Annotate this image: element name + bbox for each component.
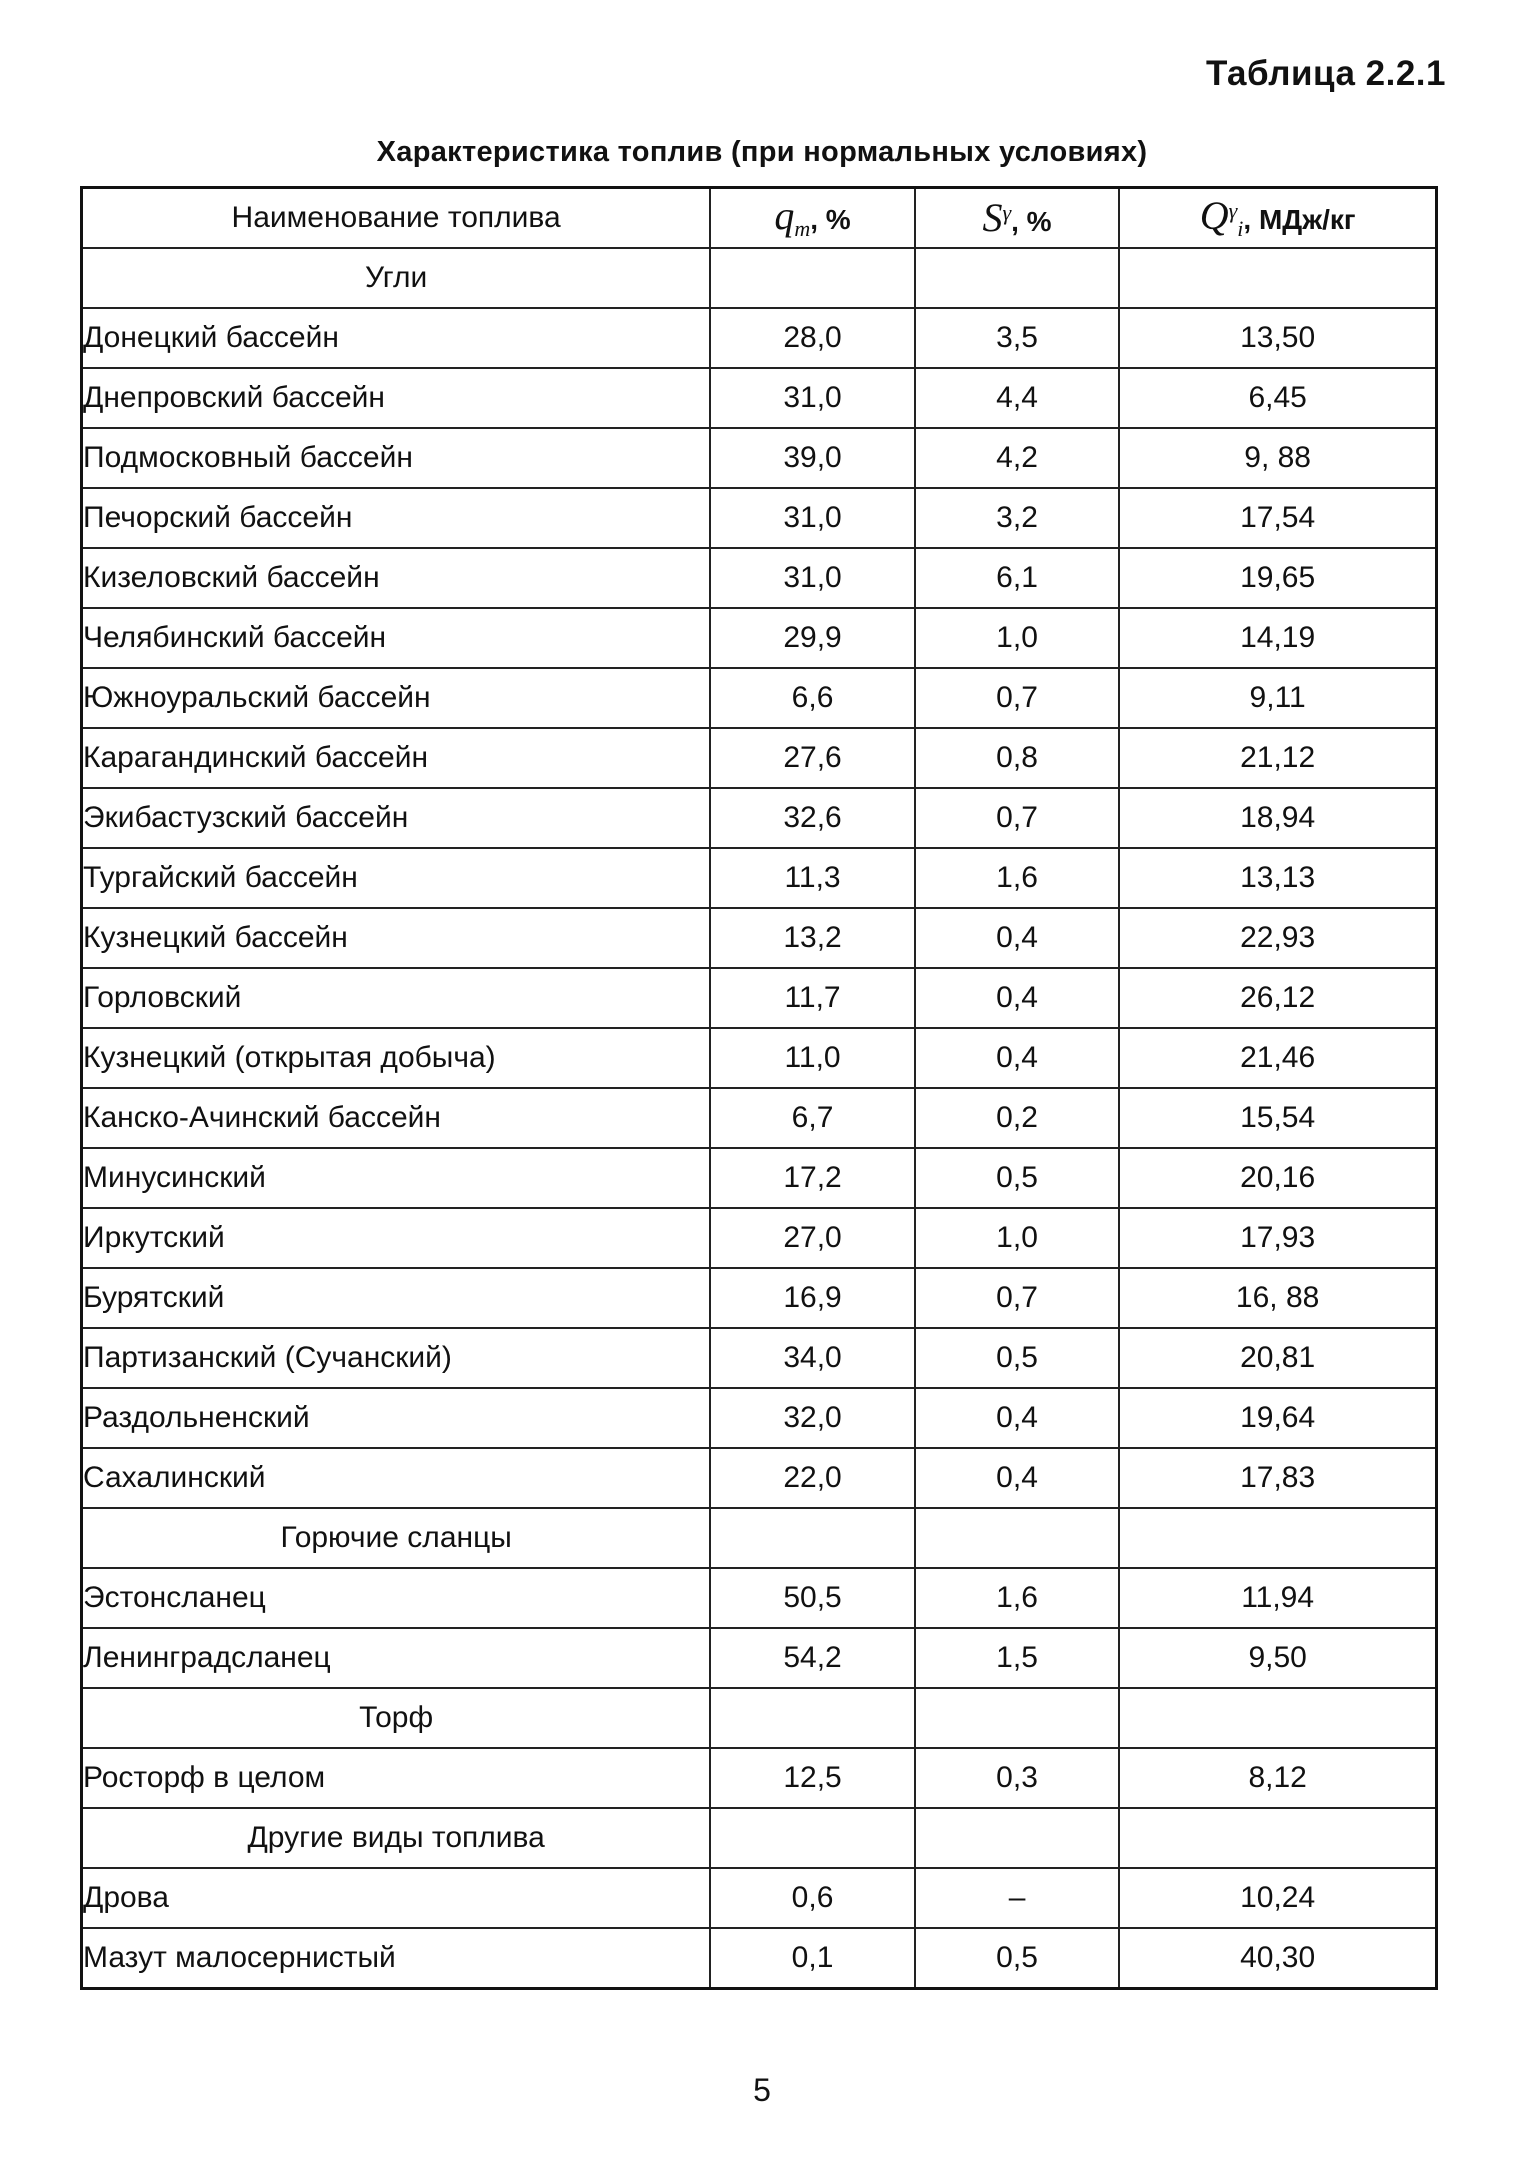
table-row: [82, 788, 1437, 848]
empty-cell: [1119, 1688, 1436, 1748]
table-number: Таблица 2.2.1: [1206, 54, 1446, 93]
section-row: [82, 1688, 1437, 1748]
ash-content-cell: 31,0: [710, 548, 915, 608]
sulfur-content-cell: 0,4: [915, 1388, 1119, 1448]
ash-content-cell: 0,1: [710, 1928, 915, 1989]
empty-cell: [915, 1688, 1119, 1748]
ash-content-cell: 22,0: [710, 1448, 915, 1508]
header-ash-unit: , %: [810, 204, 851, 235]
table-row: [82, 1268, 1437, 1328]
fuel-name-cell: Дрова: [82, 1868, 711, 1928]
table-row: [82, 368, 1437, 428]
sulfur-content-cell: 0,8: [915, 728, 1119, 788]
heating-value-cell: 20,16: [1119, 1148, 1436, 1208]
table-row: [82, 1568, 1437, 1628]
table-row: [82, 1868, 1437, 1928]
table-row: [82, 668, 1437, 728]
empty-cell: [915, 1808, 1119, 1868]
ash-content-cell: 54,2: [710, 1628, 915, 1688]
sulfur-content-cell: 4,2: [915, 428, 1119, 488]
ash-content-cell: 11,3: [710, 848, 915, 908]
section-title: Горючие сланцы: [82, 1508, 711, 1568]
heating-value-cell: 8,12: [1119, 1748, 1436, 1808]
heating-value-cell: 17,54: [1119, 488, 1436, 548]
header-fuel-name: Наименование топлива: [82, 188, 711, 249]
fuel-name-cell: Тургайский бассейн: [82, 848, 711, 908]
table-row: [82, 548, 1437, 608]
ash-content-cell: 12,5: [710, 1748, 915, 1808]
heating-value-cell: 16, 88: [1119, 1268, 1436, 1328]
header-ash-content: [710, 188, 915, 249]
header-heat-symbol: Q: [1199, 193, 1229, 238]
heating-value-cell: 9, 88: [1119, 428, 1436, 488]
ash-content-cell: 27,6: [710, 728, 915, 788]
table-row: [82, 1628, 1437, 1688]
section-title: Торф: [82, 1688, 711, 1748]
fuel-name-cell: Ленинградсланец: [82, 1628, 711, 1688]
header-sulfur-content: [915, 188, 1119, 249]
empty-cell: [710, 1508, 915, 1568]
heating-value-cell: 13,13: [1119, 848, 1436, 908]
sulfur-content-cell: 0,3: [915, 1748, 1119, 1808]
fuel-name-cell: Кизеловский бассейн: [82, 548, 711, 608]
sulfur-content-cell: 0,5: [915, 1328, 1119, 1388]
ash-content-cell: 0,6: [710, 1868, 915, 1928]
ash-content-cell: 6,7: [710, 1088, 915, 1148]
sulfur-content-cell: 0,5: [915, 1928, 1119, 1989]
ash-content-cell: 27,0: [710, 1208, 915, 1268]
ash-content-cell: 28,0: [710, 308, 915, 368]
fuel-name-cell: Подмосковный бассейн: [82, 428, 711, 488]
sulfur-content-cell: 0,4: [915, 968, 1119, 1028]
table-body: [82, 248, 1437, 1989]
fuel-name-cell: Южноуральский бассейн: [82, 668, 711, 728]
fuel-name-cell: Донецкий бассейн: [82, 308, 711, 368]
sulfur-content-cell: 0,7: [915, 1268, 1119, 1328]
table-row: [82, 1748, 1437, 1808]
fuel-name-cell: Кузнецкий (открытая добыча): [82, 1028, 711, 1088]
ash-content-cell: 34,0: [710, 1328, 915, 1388]
ash-content-cell: 11,0: [710, 1028, 915, 1088]
table-header-row: [82, 188, 1437, 249]
sulfur-content-cell: 1,0: [915, 1208, 1119, 1268]
sulfur-content-cell: 0,7: [915, 668, 1119, 728]
table-row: [82, 488, 1437, 548]
table-row: [82, 1388, 1437, 1448]
ash-content-cell: 17,2: [710, 1148, 915, 1208]
heating-value-cell: 22,93: [1119, 908, 1436, 968]
table-row: [82, 1448, 1437, 1508]
heating-value-cell: 6,45: [1119, 368, 1436, 428]
table-row: [82, 308, 1437, 368]
table-row: [82, 848, 1437, 908]
sulfur-content-cell: 0,4: [915, 1448, 1119, 1508]
fuel-name-cell: Карагандинский бассейн: [82, 728, 711, 788]
fuel-name-cell: Кузнецкий бассейн: [82, 908, 711, 968]
section-title: Другие виды топлива: [82, 1808, 711, 1868]
fuel-name-cell: Эстонсланец: [82, 1568, 711, 1628]
heating-value-cell: 17,83: [1119, 1448, 1436, 1508]
sulfur-content-cell: 1,0: [915, 608, 1119, 668]
empty-cell: [710, 1688, 915, 1748]
heating-value-cell: 9,50: [1119, 1628, 1436, 1688]
sulfur-content-cell: –: [915, 1868, 1119, 1928]
sulfur-content-cell: 4,4: [915, 368, 1119, 428]
table-row: [82, 1088, 1437, 1148]
section-row: [82, 248, 1437, 308]
sulfur-content-cell: 0,7: [915, 788, 1119, 848]
ash-content-cell: 39,0: [710, 428, 915, 488]
header-ash-subscript: т: [794, 216, 811, 241]
sulfur-content-cell: 0,4: [915, 1028, 1119, 1088]
header-sulfur-unit: , %: [1011, 206, 1052, 237]
sulfur-content-cell: 1,5: [915, 1628, 1119, 1688]
header-sulfur-superscript: γ: [1002, 200, 1012, 225]
ash-content-cell: 16,9: [710, 1268, 915, 1328]
fuel-name-cell: Иркутский: [82, 1208, 711, 1268]
fuel-characteristics-table: [80, 186, 1438, 1990]
sulfur-content-cell: 1,6: [915, 1568, 1119, 1628]
fuel-name-cell: Горловский: [82, 968, 711, 1028]
page-number: 5: [753, 2072, 771, 2108]
table-row: [82, 1928, 1437, 1989]
empty-cell: [915, 1508, 1119, 1568]
ash-content-cell: 32,6: [710, 788, 915, 848]
heating-value-cell: 14,19: [1119, 608, 1436, 668]
sulfur-content-cell: 3,2: [915, 488, 1119, 548]
fuel-name-cell: Канско-Ачинский бассейн: [82, 1088, 711, 1148]
ash-content-cell: 31,0: [710, 368, 915, 428]
table-row: [82, 968, 1437, 1028]
fuel-name-cell: Раздольненский: [82, 1388, 711, 1448]
table-row: [82, 728, 1437, 788]
fuel-name-cell: Челябинский бассейн: [82, 608, 711, 668]
ash-content-cell: 31,0: [710, 488, 915, 548]
empty-cell: [915, 248, 1119, 308]
table-row: [82, 1148, 1437, 1208]
section-row: [82, 1508, 1437, 1568]
header-heat-subscript: i: [1237, 216, 1244, 241]
header-ash-symbol: q: [774, 193, 795, 238]
table-row: [82, 608, 1437, 668]
empty-cell: [710, 1808, 915, 1868]
heating-value-cell: 19,65: [1119, 548, 1436, 608]
fuel-name-cell: Партизанский (Сучанский): [82, 1328, 711, 1388]
fuel-name-cell: Днепровский бассейн: [82, 368, 711, 428]
table-row: [82, 1028, 1437, 1088]
empty-cell: [1119, 1808, 1436, 1868]
heating-value-cell: 10,24: [1119, 1868, 1436, 1928]
fuel-name-cell: Печорский бассейн: [82, 488, 711, 548]
table-row: [82, 428, 1437, 488]
heating-value-cell: 26,12: [1119, 968, 1436, 1028]
fuel-name-cell: Бурятский: [82, 1268, 711, 1328]
fuel-name-cell: Росторф в целом: [82, 1748, 711, 1808]
header-sulfur-symbol: S: [982, 195, 1003, 240]
fuel-name-cell: Сахалинский: [82, 1448, 711, 1508]
fuel-name-cell: Экибастузский бассейн: [82, 788, 711, 848]
header-heating-value: [1119, 188, 1436, 249]
sulfur-content-cell: 0,2: [915, 1088, 1119, 1148]
sulfur-content-cell: 0,4: [915, 908, 1119, 968]
header-heat-superscript: γ: [1228, 198, 1238, 223]
ash-content-cell: 50,5: [710, 1568, 915, 1628]
table-row: [82, 1328, 1437, 1388]
heating-value-cell: 21,12: [1119, 728, 1436, 788]
empty-cell: [1119, 248, 1436, 308]
fuel-name-cell: Минусинский: [82, 1148, 711, 1208]
table-row: [82, 908, 1437, 968]
sulfur-content-cell: 6,1: [915, 548, 1119, 608]
ash-content-cell: 6,6: [710, 668, 915, 728]
empty-cell: [1119, 1508, 1436, 1568]
heating-value-cell: 21,46: [1119, 1028, 1436, 1088]
ash-content-cell: 13,2: [710, 908, 915, 968]
heating-value-cell: 15,54: [1119, 1088, 1436, 1148]
empty-cell: [710, 248, 915, 308]
heating-value-cell: 11,94: [1119, 1568, 1436, 1628]
heating-value-cell: 20,81: [1119, 1328, 1436, 1388]
section-row: [82, 1808, 1437, 1868]
sulfur-content-cell: 0,5: [915, 1148, 1119, 1208]
table-row: [82, 1208, 1437, 1268]
heating-value-cell: 13,50: [1119, 308, 1436, 368]
ash-content-cell: 11,7: [710, 968, 915, 1028]
heating-value-cell: 18,94: [1119, 788, 1436, 848]
heating-value-cell: 9,11: [1119, 668, 1436, 728]
heating-value-cell: 19,64: [1119, 1388, 1436, 1448]
fuel-name-cell: Мазут малосернистый: [82, 1928, 711, 1989]
heating-value-cell: 17,93: [1119, 1208, 1436, 1268]
sulfur-content-cell: 3,5: [915, 308, 1119, 368]
sulfur-content-cell: 1,6: [915, 848, 1119, 908]
table-caption: Характеристика топлив (при нормальных условиях): [376, 136, 1148, 168]
section-title: Угли: [82, 248, 711, 308]
header-heat-unit: , МДж/кг: [1243, 204, 1356, 235]
ash-content-cell: 29,9: [710, 608, 915, 668]
ash-content-cell: 32,0: [710, 1388, 915, 1448]
heating-value-cell: 40,30: [1119, 1928, 1436, 1989]
